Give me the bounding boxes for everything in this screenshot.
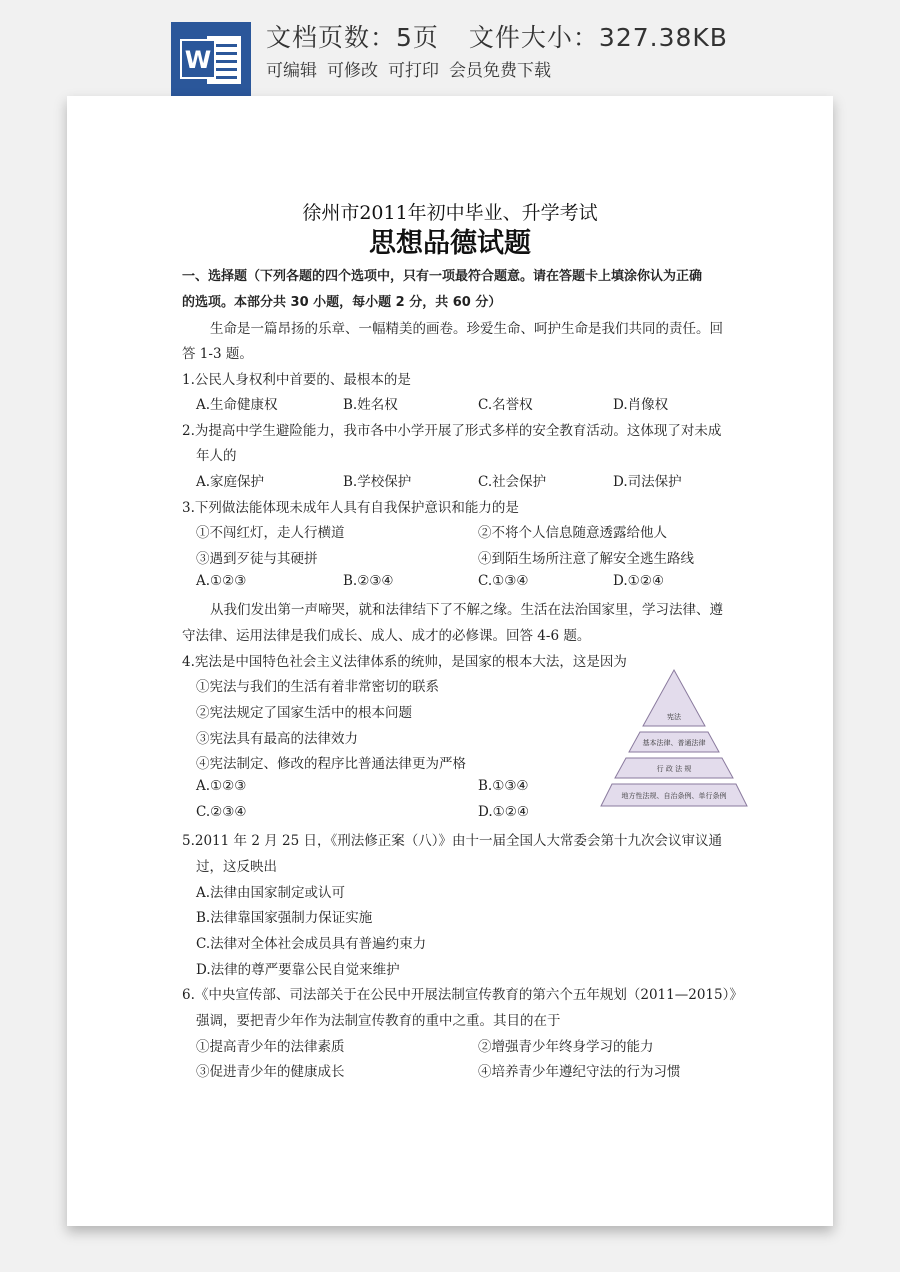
feature-modifiable: 可修改 <box>327 61 378 81</box>
q4-option-a: A.①②③ <box>196 778 247 794</box>
q3-item-4: ④到陌生场所注意了解安全逃生路线 <box>478 551 694 567</box>
q4-option-b: B.①③④ <box>478 778 529 794</box>
q4-item-2: ②宪法规定了国家生活中的根本问题 <box>196 705 412 721</box>
pyramid-level-administrative-regulations: 行 政 法 规 <box>656 765 692 773</box>
q4-option-c: C.②③④ <box>196 804 247 820</box>
q3-option-d: D.①②④ <box>613 573 664 589</box>
question-2-line-1: 2.为提高中学生避险能力，我市各中小学开展了形式多样的安全教育活动。这体现了对未成 <box>182 423 722 439</box>
question-6-line-1: 6.《中央宣传部、司法部关于在公民中开展法制宣传教育的第六个五年规划（2011—2015）》 <box>182 987 743 1003</box>
exam-title: 徐州市2011年初中毕业、升学考试 <box>302 202 598 224</box>
download-banner <box>0 0 900 96</box>
q1-option-d: D.肖像权 <box>613 397 669 413</box>
legal-hierarchy-pyramid <box>599 668 749 813</box>
pyramid-level-constitution: 宪法 <box>667 713 681 721</box>
file-size: 文件大小：327.38KB <box>468 23 728 52</box>
pyramid-level-local-regulations: 地方性法规、自治条例、单行条例 <box>621 792 727 800</box>
q3-option-a: A.①②③ <box>196 573 247 589</box>
passage-1-line-1: 生命是一篇昂扬的乐章、一幅精美的画卷。珍爱生命、呵护生命是我们共同的责任。回 <box>210 321 723 337</box>
pyramid-level-basic-laws: 基本法律、普通法律 <box>642 739 706 747</box>
question-2-line-2: 年人的 <box>196 448 237 464</box>
q1-option-c: C.名誉权 <box>478 397 533 413</box>
q1-option-b: B.姓名权 <box>343 397 398 413</box>
q3-item-1: ①不闯红灯，走人行横道 <box>196 525 345 541</box>
section-header-line-1: 一、选择题（下列各题的四个选项中，只有一项最符合题意。请在答题卡上填涂你认为正确 <box>182 269 703 284</box>
feature-list <box>266 56 551 81</box>
document-page <box>67 96 833 1226</box>
q2-option-d: D.司法保护 <box>613 474 682 490</box>
feature-printable: 可打印 <box>388 61 439 81</box>
q3-item-3: ③遇到歹徒与其硬拼 <box>196 551 318 567</box>
q1-option-a: A.生命健康权 <box>196 397 278 413</box>
q4-option-d: D.①②④ <box>478 804 529 820</box>
q5-option-c: C.法律对全体社会成员具有普遍约束力 <box>196 936 427 952</box>
question-1: 1.公民人身权利中首要的、最根本的是 <box>182 372 411 388</box>
passage-2-line-1: 从我们发出第一声啼哭，就和法律结下了不解之缘。生活在法治国家里，学习法律、遵 <box>210 602 723 618</box>
feature-editable: 可编辑 <box>266 61 317 81</box>
q6-item-3: ③促进青少年的健康成长 <box>196 1064 345 1080</box>
exam-subject: 思想品德试题 <box>369 228 531 259</box>
feature-member-download: 会员免费下载 <box>449 61 551 81</box>
q6-item-4: ④培养青少年遵纪守法的行为习惯 <box>478 1064 681 1080</box>
q4-item-1: ①宪法与我们的生活有着非常密切的联系 <box>196 679 439 695</box>
q6-item-2: ②增强青少年终身学习的能力 <box>478 1039 654 1055</box>
q6-item-1: ①提高青少年的法律素质 <box>196 1039 345 1055</box>
q2-option-a: A.家庭保护 <box>196 474 265 490</box>
banner-title <box>266 18 728 54</box>
passage-2-line-2: 守法律、运用法律是我们成长、成人、成才的必修课。回答 4-6 题。 <box>182 628 591 644</box>
q3-option-b: B.②③④ <box>343 573 394 589</box>
question-4: 4.宪法是中国特色社会主义法律体系的统帅，是国家的根本大法，这是因为 <box>182 654 627 670</box>
q5-option-b: B.法律靠国家强制力保证实施 <box>196 910 373 926</box>
section-header-line-2: 的选项。本部分共 30 小题，每小题 2 分，共 60 分） <box>182 295 502 310</box>
q4-item-3: ③宪法具有最高的法律效力 <box>196 731 358 747</box>
question-3: 3.下列做法能体现未成年人具有自我保护意识和能力的是 <box>182 500 519 516</box>
question-6-line-2: 强调，要把青少年作为法制宣传教育的重中之重。其目的在于 <box>196 1013 561 1029</box>
question-5-line-1: 5.2011 年 2 月 25 日，《刑法修正案（八）》由十一届全国人大常委会第十九次会议审议通 <box>182 833 722 849</box>
svg-text:W: W <box>184 46 212 74</box>
question-5-line-2: 过，这反映出 <box>196 859 277 875</box>
q5-option-d: D.法律的尊严要靠公民自觉来维护 <box>196 962 400 978</box>
q4-item-4: ④宪法制定、修改的程序比普通法律更为严格 <box>196 756 466 772</box>
q3-option-c: C.①③④ <box>478 573 529 589</box>
passage-1-line-2: 答 1-3 题。 <box>182 346 253 362</box>
page-count: 文档页数：5页 <box>266 23 439 52</box>
q5-option-a: A.法律由国家制定或认可 <box>196 885 346 901</box>
q3-item-2: ②不将个人信息随意透露给他人 <box>478 525 667 541</box>
word-document-icon <box>171 22 251 96</box>
q2-option-b: B.学校保护 <box>343 474 412 490</box>
q2-option-c: C.社会保护 <box>478 474 547 490</box>
